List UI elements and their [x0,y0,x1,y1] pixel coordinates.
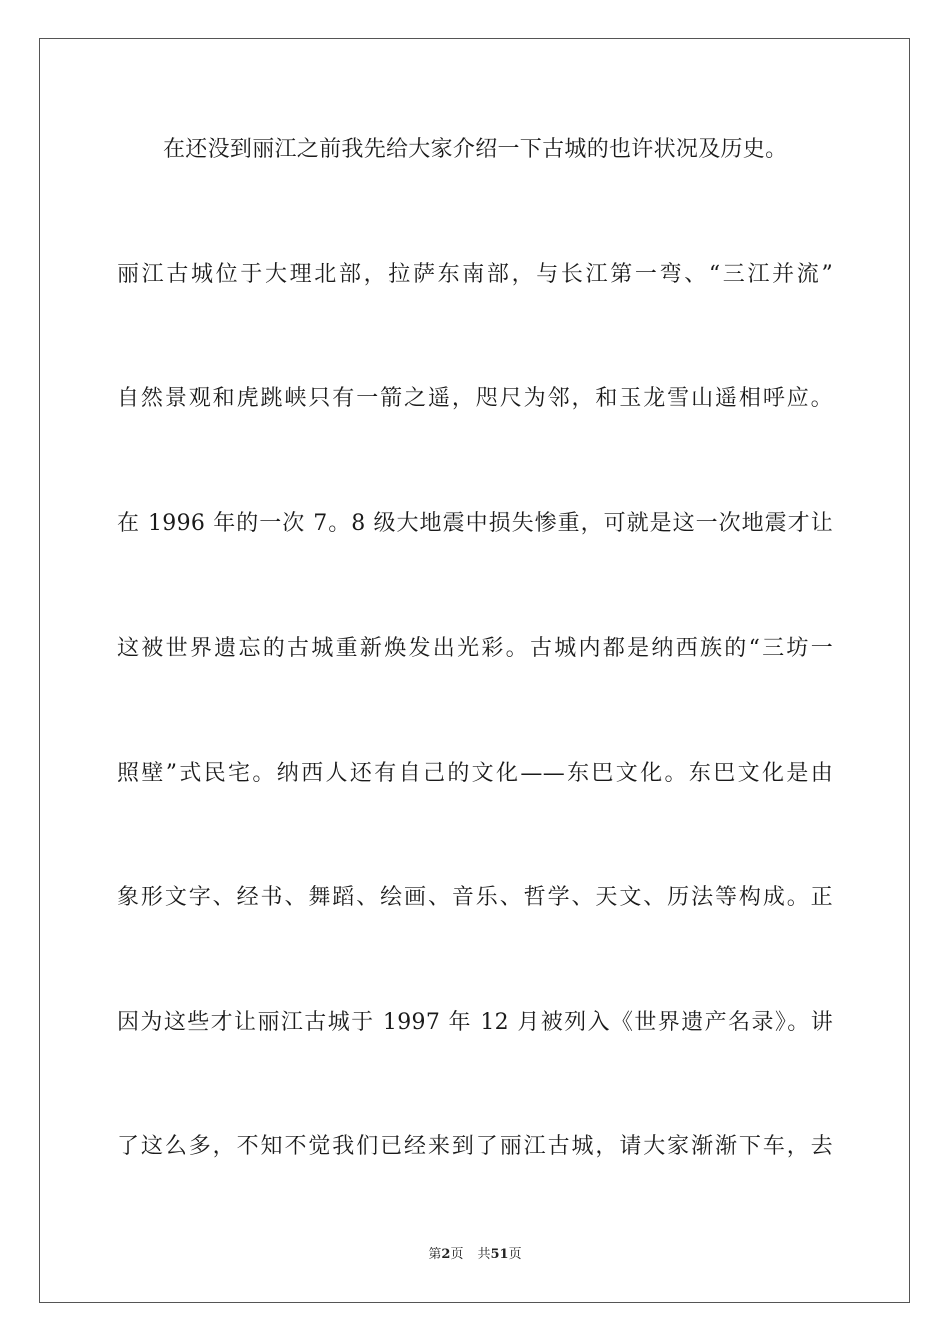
text-line-2: 丽江古城位于大理北部，拉萨东南部，与长江第一弯、“三江并流” [117,262,833,287]
text-line-9: 了这么多，不知不觉我们已经来到了丽江古城，请大家渐渐下车，去 [117,1134,833,1159]
page-border [39,38,910,1303]
text-line-7: 象形文字、经书、舞蹈、绘画、音乐、哲学、天文、历法等构成。正 [117,885,833,910]
text-line-6: 照壁”式民宅。纳西人还有自己的文化——东巴文化。东巴文化是由 [117,761,833,786]
page-footer [0,1246,950,1264]
page-prefix: 第 [428,1247,442,1262]
page-suffix: 页 [450,1247,464,1262]
text-line-5: 这被世界遗忘的古城重新焕发出光彩。古城内都是纳西族的“三坊一 [117,636,833,661]
total-prefix: 共 [477,1247,491,1262]
text-line-3: 自然景观和虎跳峡只有一箭之遥，咫尺为邻，和玉龙雪山遥相呼应。 [117,386,833,411]
total-suffix: 页 [508,1247,522,1262]
text-line-1: 在还没到丽江之前我先给大家介绍一下古城的也许状况及历史。 [163,137,788,162]
total-pages: 51 [490,1247,509,1262]
text-line-8: 因为这些才让丽江古城于 1997 年 12 月被列入《世界遗产名录》。讲 [117,1010,833,1035]
text-line-4: 在 1996 年的一次 7。8 级大地震中损失惨重，可就是这一次地震才让 [117,511,833,536]
page-number: 2 [441,1247,451,1262]
